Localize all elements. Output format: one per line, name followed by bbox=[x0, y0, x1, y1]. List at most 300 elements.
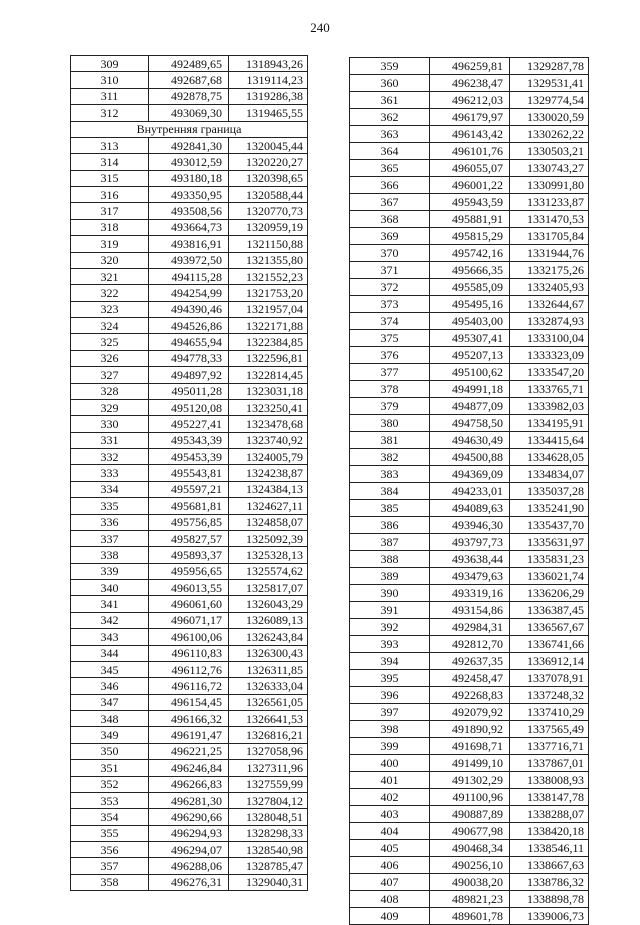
point-number-cell: 393 bbox=[350, 636, 430, 653]
point-number-cell: 331 bbox=[71, 432, 149, 448]
y-coordinate-cell: 1328540,98 bbox=[229, 842, 308, 858]
y-coordinate-cell: 1338786,32 bbox=[510, 874, 589, 891]
table-row bbox=[71, 137, 308, 153]
x-coordinate-cell: 493479,63 bbox=[430, 568, 510, 585]
x-coordinate-cell: 496100,06 bbox=[149, 629, 229, 645]
point-number-cell: 347 bbox=[71, 694, 149, 710]
y-coordinate-cell: 1324627,11 bbox=[229, 498, 308, 514]
point-number-cell: 337 bbox=[71, 530, 149, 546]
y-coordinate-cell: 1333547,20 bbox=[510, 364, 589, 381]
table-row bbox=[71, 105, 308, 121]
table-row bbox=[350, 483, 589, 500]
x-coordinate-cell: 493350,95 bbox=[149, 187, 229, 203]
point-number-cell: 369 bbox=[350, 228, 430, 245]
table-row bbox=[350, 381, 589, 398]
table-row bbox=[71, 792, 308, 808]
y-coordinate-cell: 1334195,91 bbox=[510, 415, 589, 432]
y-coordinate-cell: 1323250,41 bbox=[229, 399, 308, 415]
x-coordinate-cell: 494369,09 bbox=[430, 466, 510, 483]
point-number-cell: 312 bbox=[71, 105, 149, 121]
table-row bbox=[350, 245, 589, 262]
y-coordinate-cell: 1336387,45 bbox=[510, 602, 589, 619]
table-row bbox=[350, 534, 589, 551]
y-coordinate-cell: 1333982,03 bbox=[510, 398, 589, 415]
table-row bbox=[71, 514, 308, 530]
table-row bbox=[350, 262, 589, 279]
x-coordinate-cell: 496276,31 bbox=[149, 874, 229, 890]
x-coordinate-cell: 492812,70 bbox=[430, 636, 510, 653]
point-number-cell: 354 bbox=[71, 809, 149, 825]
table-row bbox=[71, 809, 308, 825]
x-coordinate-cell: 496246,84 bbox=[149, 760, 229, 776]
x-coordinate-cell: 494254,99 bbox=[149, 285, 229, 301]
table-row bbox=[350, 806, 589, 823]
point-number-cell: 336 bbox=[71, 514, 149, 530]
table-row bbox=[71, 301, 308, 317]
point-number-cell: 397 bbox=[350, 704, 430, 721]
x-coordinate-cell: 494233,01 bbox=[430, 483, 510, 500]
table-row bbox=[350, 398, 589, 415]
point-number-cell: 399 bbox=[350, 738, 430, 755]
table-row bbox=[71, 580, 308, 596]
y-coordinate-cell: 1326043,29 bbox=[229, 596, 308, 612]
table-row bbox=[71, 645, 308, 661]
point-number-cell: 376 bbox=[350, 347, 430, 364]
x-coordinate-cell: 491302,29 bbox=[430, 772, 510, 789]
y-coordinate-cell: 1331705,84 bbox=[510, 228, 589, 245]
table-row bbox=[71, 727, 308, 743]
x-coordinate-cell: 494897,92 bbox=[149, 367, 229, 383]
y-coordinate-cell: 1327559,99 bbox=[229, 776, 308, 792]
point-number-cell: 353 bbox=[71, 792, 149, 808]
table-row bbox=[71, 350, 308, 366]
y-coordinate-cell: 1320398,65 bbox=[229, 170, 308, 186]
x-coordinate-cell: 493154,86 bbox=[430, 602, 510, 619]
table-row bbox=[350, 908, 589, 925]
x-coordinate-cell: 495585,09 bbox=[430, 279, 510, 296]
table-row bbox=[350, 313, 589, 330]
x-coordinate-cell: 495666,35 bbox=[430, 262, 510, 279]
point-number-cell: 343 bbox=[71, 629, 149, 645]
x-coordinate-cell: 496294,07 bbox=[149, 842, 229, 858]
point-number-cell: 321 bbox=[71, 268, 149, 284]
point-number-cell: 327 bbox=[71, 367, 149, 383]
point-number-cell: 409 bbox=[350, 908, 430, 925]
point-number-cell: 351 bbox=[71, 760, 149, 776]
x-coordinate-cell: 495827,57 bbox=[149, 530, 229, 546]
x-coordinate-cell: 495011,28 bbox=[149, 383, 229, 399]
y-coordinate-cell: 1336567,67 bbox=[510, 619, 589, 636]
point-number-cell: 352 bbox=[71, 776, 149, 792]
point-number-cell: 310 bbox=[71, 72, 149, 88]
y-coordinate-cell: 1332874,93 bbox=[510, 313, 589, 330]
x-coordinate-cell: 494630,49 bbox=[430, 432, 510, 449]
point-number-cell: 328 bbox=[71, 383, 149, 399]
y-coordinate-cell: 1326561,05 bbox=[229, 694, 308, 710]
point-number-cell: 380 bbox=[350, 415, 430, 432]
y-coordinate-cell: 1335831,23 bbox=[510, 551, 589, 568]
point-number-cell: 314 bbox=[71, 154, 149, 170]
x-coordinate-cell: 496179,97 bbox=[430, 109, 510, 126]
x-coordinate-cell: 495495,16 bbox=[430, 296, 510, 313]
x-coordinate-cell: 492878,75 bbox=[149, 88, 229, 104]
point-number-cell: 390 bbox=[350, 585, 430, 602]
point-number-cell: 371 bbox=[350, 262, 430, 279]
x-coordinate-cell: 495742,16 bbox=[430, 245, 510, 262]
y-coordinate-cell: 1323031,18 bbox=[229, 383, 308, 399]
x-coordinate-cell: 492687,68 bbox=[149, 72, 229, 88]
table-row bbox=[71, 187, 308, 203]
table-row bbox=[71, 252, 308, 268]
y-coordinate-cell: 1322171,88 bbox=[229, 318, 308, 334]
x-coordinate-cell: 492489,65 bbox=[149, 56, 229, 72]
point-number-cell: 325 bbox=[71, 334, 149, 350]
page-number: 240 bbox=[310, 20, 330, 35]
point-number-cell: 333 bbox=[71, 465, 149, 481]
table-row bbox=[350, 891, 589, 908]
x-coordinate-cell: 496013,55 bbox=[149, 580, 229, 596]
table-row bbox=[71, 563, 308, 579]
table-row bbox=[350, 126, 589, 143]
table-row bbox=[71, 596, 308, 612]
y-coordinate-cell: 1324005,79 bbox=[229, 449, 308, 465]
point-number-cell: 320 bbox=[71, 252, 149, 268]
x-coordinate-cell: 495943,59 bbox=[430, 194, 510, 211]
x-coordinate-cell: 496055,07 bbox=[430, 160, 510, 177]
table-row bbox=[71, 268, 308, 284]
x-coordinate-cell: 495227,41 bbox=[149, 416, 229, 432]
x-coordinate-cell: 496071,17 bbox=[149, 612, 229, 628]
y-coordinate-cell: 1331233,87 bbox=[510, 194, 589, 211]
table-row bbox=[350, 551, 589, 568]
x-coordinate-cell: 496238,47 bbox=[430, 75, 510, 92]
point-number-cell: 342 bbox=[71, 612, 149, 628]
table-row bbox=[71, 383, 308, 399]
point-number-cell: 408 bbox=[350, 891, 430, 908]
x-coordinate-cell: 493180,18 bbox=[149, 170, 229, 186]
y-coordinate-cell: 1335631,97 bbox=[510, 534, 589, 551]
point-number-cell: 358 bbox=[71, 874, 149, 890]
table-row bbox=[71, 449, 308, 465]
x-coordinate-cell: 492268,83 bbox=[430, 687, 510, 704]
point-number-cell: 401 bbox=[350, 772, 430, 789]
table-row bbox=[350, 109, 589, 126]
y-coordinate-cell: 1327058,96 bbox=[229, 743, 308, 759]
x-coordinate-cell: 489601,78 bbox=[430, 908, 510, 925]
y-coordinate-cell: 1329774,54 bbox=[510, 92, 589, 109]
x-coordinate-cell: 495681,81 bbox=[149, 498, 229, 514]
point-number-cell: 392 bbox=[350, 619, 430, 636]
x-coordinate-cell: 495343,39 bbox=[149, 432, 229, 448]
table-row bbox=[350, 330, 589, 347]
point-number-cell: 338 bbox=[71, 547, 149, 563]
y-coordinate-cell: 1328298,33 bbox=[229, 825, 308, 841]
x-coordinate-cell: 492984,31 bbox=[430, 619, 510, 636]
point-number-cell: 396 bbox=[350, 687, 430, 704]
table-row bbox=[350, 602, 589, 619]
x-coordinate-cell: 493797,73 bbox=[430, 534, 510, 551]
x-coordinate-cell: 496221,25 bbox=[149, 743, 229, 759]
y-coordinate-cell: 1323740,92 bbox=[229, 432, 308, 448]
y-coordinate-cell: 1336206,29 bbox=[510, 585, 589, 602]
y-coordinate-cell: 1327804,12 bbox=[229, 792, 308, 808]
x-coordinate-cell: 493638,44 bbox=[430, 551, 510, 568]
table-row bbox=[350, 789, 589, 806]
table-row bbox=[350, 568, 589, 585]
point-number-cell: 318 bbox=[71, 219, 149, 235]
point-number-cell: 335 bbox=[71, 498, 149, 514]
y-coordinate-cell: 1326333,04 bbox=[229, 678, 308, 694]
coordinates-table-left bbox=[70, 55, 308, 891]
x-coordinate-cell: 494115,28 bbox=[149, 268, 229, 284]
coordinates-table-right bbox=[349, 57, 589, 925]
point-number-cell: 389 bbox=[350, 568, 430, 585]
x-coordinate-cell: 494089,63 bbox=[430, 500, 510, 517]
y-coordinate-cell: 1329287,78 bbox=[510, 58, 589, 75]
point-number-cell: 391 bbox=[350, 602, 430, 619]
y-coordinate-cell: 1321552,23 bbox=[229, 268, 308, 284]
x-coordinate-cell: 490038,20 bbox=[430, 874, 510, 891]
coordinates-table-right-body bbox=[350, 58, 589, 925]
x-coordinate-cell: 496294,93 bbox=[149, 825, 229, 841]
point-number-cell: 346 bbox=[71, 678, 149, 694]
table-row bbox=[71, 56, 308, 72]
x-coordinate-cell: 492079,92 bbox=[430, 704, 510, 721]
y-coordinate-cell: 1339006,73 bbox=[510, 908, 589, 925]
table-row bbox=[71, 661, 308, 677]
y-coordinate-cell: 1336741,66 bbox=[510, 636, 589, 653]
y-coordinate-cell: 1328785,47 bbox=[229, 858, 308, 874]
point-number-cell: 345 bbox=[71, 661, 149, 677]
y-coordinate-cell: 1326641,53 bbox=[229, 711, 308, 727]
y-coordinate-cell: 1332405,93 bbox=[510, 279, 589, 296]
point-number-cell: 311 bbox=[71, 88, 149, 104]
point-number-cell: 378 bbox=[350, 381, 430, 398]
y-coordinate-cell: 1337867,01 bbox=[510, 755, 589, 772]
table-row bbox=[350, 823, 589, 840]
y-coordinate-cell: 1321957,04 bbox=[229, 301, 308, 317]
point-number-cell: 402 bbox=[350, 789, 430, 806]
table-row bbox=[350, 415, 589, 432]
y-coordinate-cell: 1325817,07 bbox=[229, 580, 308, 596]
y-coordinate-cell: 1330503,21 bbox=[510, 143, 589, 160]
point-number-cell: 395 bbox=[350, 670, 430, 687]
x-coordinate-cell: 489821,23 bbox=[430, 891, 510, 908]
point-number-cell: 362 bbox=[350, 109, 430, 126]
point-number-cell: 309 bbox=[71, 56, 149, 72]
point-number-cell: 381 bbox=[350, 432, 430, 449]
y-coordinate-cell: 1324238,87 bbox=[229, 465, 308, 481]
table-row bbox=[350, 347, 589, 364]
y-coordinate-cell: 1320220,27 bbox=[229, 154, 308, 170]
table-row bbox=[71, 236, 308, 252]
y-coordinate-cell: 1322596,81 bbox=[229, 350, 308, 366]
point-number-cell: 313 bbox=[71, 137, 149, 153]
table-row bbox=[350, 619, 589, 636]
y-coordinate-cell: 1322384,85 bbox=[229, 334, 308, 350]
y-coordinate-cell: 1330020,59 bbox=[510, 109, 589, 126]
point-number-cell: 404 bbox=[350, 823, 430, 840]
y-coordinate-cell: 1331470,53 bbox=[510, 211, 589, 228]
table-row bbox=[71, 612, 308, 628]
table-row bbox=[350, 449, 589, 466]
table-row bbox=[350, 585, 589, 602]
x-coordinate-cell: 494526,86 bbox=[149, 318, 229, 334]
section-header-cell: Внутренняя граница bbox=[71, 121, 308, 137]
x-coordinate-cell: 494991,18 bbox=[430, 381, 510, 398]
y-coordinate-cell: 1324384,13 bbox=[229, 481, 308, 497]
table-row bbox=[71, 399, 308, 415]
y-coordinate-cell: 1320770,73 bbox=[229, 203, 308, 219]
x-coordinate-cell: 493319,16 bbox=[430, 585, 510, 602]
point-number-cell: 388 bbox=[350, 551, 430, 568]
y-coordinate-cell: 1329531,41 bbox=[510, 75, 589, 92]
y-coordinate-cell: 1319114,23 bbox=[229, 72, 308, 88]
table-row bbox=[71, 776, 308, 792]
y-coordinate-cell: 1335037,28 bbox=[510, 483, 589, 500]
point-number-cell: 373 bbox=[350, 296, 430, 313]
x-coordinate-cell: 490468,34 bbox=[430, 840, 510, 857]
x-coordinate-cell: 496110,83 bbox=[149, 645, 229, 661]
point-number-cell: 324 bbox=[71, 318, 149, 334]
y-coordinate-cell: 1335437,70 bbox=[510, 517, 589, 534]
table-row bbox=[350, 58, 589, 75]
table-row bbox=[71, 825, 308, 841]
y-coordinate-cell: 1338147,78 bbox=[510, 789, 589, 806]
table-row bbox=[350, 517, 589, 534]
point-number-cell: 316 bbox=[71, 187, 149, 203]
table-row bbox=[71, 743, 308, 759]
point-number-cell: 406 bbox=[350, 857, 430, 874]
point-number-cell: 330 bbox=[71, 416, 149, 432]
y-coordinate-cell: 1320588,44 bbox=[229, 187, 308, 203]
table-row bbox=[71, 711, 308, 727]
y-coordinate-cell: 1332644,67 bbox=[510, 296, 589, 313]
x-coordinate-cell: 495307,41 bbox=[430, 330, 510, 347]
point-number-cell: 368 bbox=[350, 211, 430, 228]
x-coordinate-cell: 493012,59 bbox=[149, 154, 229, 170]
table-row bbox=[71, 121, 308, 137]
point-number-cell: 394 bbox=[350, 653, 430, 670]
table-row bbox=[350, 653, 589, 670]
table-row bbox=[350, 670, 589, 687]
y-coordinate-cell: 1333100,04 bbox=[510, 330, 589, 347]
y-coordinate-cell: 1320045,44 bbox=[229, 137, 308, 153]
y-coordinate-cell: 1321753,20 bbox=[229, 285, 308, 301]
x-coordinate-cell: 496143,42 bbox=[430, 126, 510, 143]
x-coordinate-cell: 490677,98 bbox=[430, 823, 510, 840]
point-number-cell: 370 bbox=[350, 245, 430, 262]
x-coordinate-cell: 494390,46 bbox=[149, 301, 229, 317]
y-coordinate-cell: 1338546,11 bbox=[510, 840, 589, 857]
table-row bbox=[350, 857, 589, 874]
point-number-cell: 329 bbox=[71, 399, 149, 415]
table-row bbox=[350, 840, 589, 857]
point-number-cell: 339 bbox=[71, 563, 149, 579]
table-row bbox=[71, 858, 308, 874]
x-coordinate-cell: 494500,88 bbox=[430, 449, 510, 466]
y-coordinate-cell: 1333323,09 bbox=[510, 347, 589, 364]
table-row bbox=[71, 465, 308, 481]
x-coordinate-cell: 495756,85 bbox=[149, 514, 229, 530]
y-coordinate-cell: 1321355,80 bbox=[229, 252, 308, 268]
point-number-cell: 349 bbox=[71, 727, 149, 743]
point-number-cell: 356 bbox=[71, 842, 149, 858]
point-number-cell: 372 bbox=[350, 279, 430, 296]
table-row bbox=[350, 704, 589, 721]
y-coordinate-cell: 1331944,76 bbox=[510, 245, 589, 262]
point-number-cell: 357 bbox=[71, 858, 149, 874]
table-row bbox=[71, 760, 308, 776]
table-row bbox=[350, 279, 589, 296]
point-number-cell: 340 bbox=[71, 580, 149, 596]
y-coordinate-cell: 1334628,05 bbox=[510, 449, 589, 466]
table-row bbox=[71, 481, 308, 497]
table-row bbox=[350, 143, 589, 160]
y-coordinate-cell: 1338420,18 bbox=[510, 823, 589, 840]
x-coordinate-cell: 494655,94 bbox=[149, 334, 229, 350]
point-number-cell: 341 bbox=[71, 596, 149, 612]
point-number-cell: 367 bbox=[350, 194, 430, 211]
point-number-cell: 364 bbox=[350, 143, 430, 160]
y-coordinate-cell: 1318943,26 bbox=[229, 56, 308, 72]
table-row bbox=[71, 842, 308, 858]
x-coordinate-cell: 496112,76 bbox=[149, 661, 229, 677]
y-coordinate-cell: 1337248,32 bbox=[510, 687, 589, 704]
x-coordinate-cell: 496116,72 bbox=[149, 678, 229, 694]
y-coordinate-cell: 1319465,55 bbox=[229, 105, 308, 121]
y-coordinate-cell: 1334834,07 bbox=[510, 466, 589, 483]
y-coordinate-cell: 1338667,63 bbox=[510, 857, 589, 874]
y-coordinate-cell: 1319286,38 bbox=[229, 88, 308, 104]
y-coordinate-cell: 1337565,49 bbox=[510, 721, 589, 738]
y-coordinate-cell: 1330743,27 bbox=[510, 160, 589, 177]
point-number-cell: 374 bbox=[350, 313, 430, 330]
y-coordinate-cell: 1335241,90 bbox=[510, 500, 589, 517]
point-number-cell: 322 bbox=[71, 285, 149, 301]
x-coordinate-cell: 495403,00 bbox=[430, 313, 510, 330]
table-row bbox=[350, 874, 589, 891]
x-coordinate-cell: 495815,29 bbox=[430, 228, 510, 245]
y-coordinate-cell: 1321150,88 bbox=[229, 236, 308, 252]
table-row bbox=[71, 170, 308, 186]
point-number-cell: 385 bbox=[350, 500, 430, 517]
point-number-cell: 366 bbox=[350, 177, 430, 194]
table-row bbox=[350, 500, 589, 517]
table-row bbox=[350, 194, 589, 211]
point-number-cell: 360 bbox=[350, 75, 430, 92]
table-row bbox=[71, 629, 308, 645]
point-number-cell: 377 bbox=[350, 364, 430, 381]
x-coordinate-cell: 490256,10 bbox=[430, 857, 510, 874]
x-coordinate-cell: 496191,47 bbox=[149, 727, 229, 743]
x-coordinate-cell: 495597,21 bbox=[149, 481, 229, 497]
table-row bbox=[350, 721, 589, 738]
table-row bbox=[71, 334, 308, 350]
y-coordinate-cell: 1325328,13 bbox=[229, 547, 308, 563]
x-coordinate-cell: 490887,89 bbox=[430, 806, 510, 823]
table-row bbox=[71, 154, 308, 170]
y-coordinate-cell: 1326816,21 bbox=[229, 727, 308, 743]
y-coordinate-cell: 1330262,22 bbox=[510, 126, 589, 143]
table-row bbox=[71, 498, 308, 514]
table-row bbox=[350, 466, 589, 483]
y-coordinate-cell: 1320959,19 bbox=[229, 219, 308, 235]
point-number-cell: 355 bbox=[71, 825, 149, 841]
x-coordinate-cell: 495120,08 bbox=[149, 399, 229, 415]
point-number-cell: 348 bbox=[71, 711, 149, 727]
y-coordinate-cell: 1338008,93 bbox=[510, 772, 589, 789]
